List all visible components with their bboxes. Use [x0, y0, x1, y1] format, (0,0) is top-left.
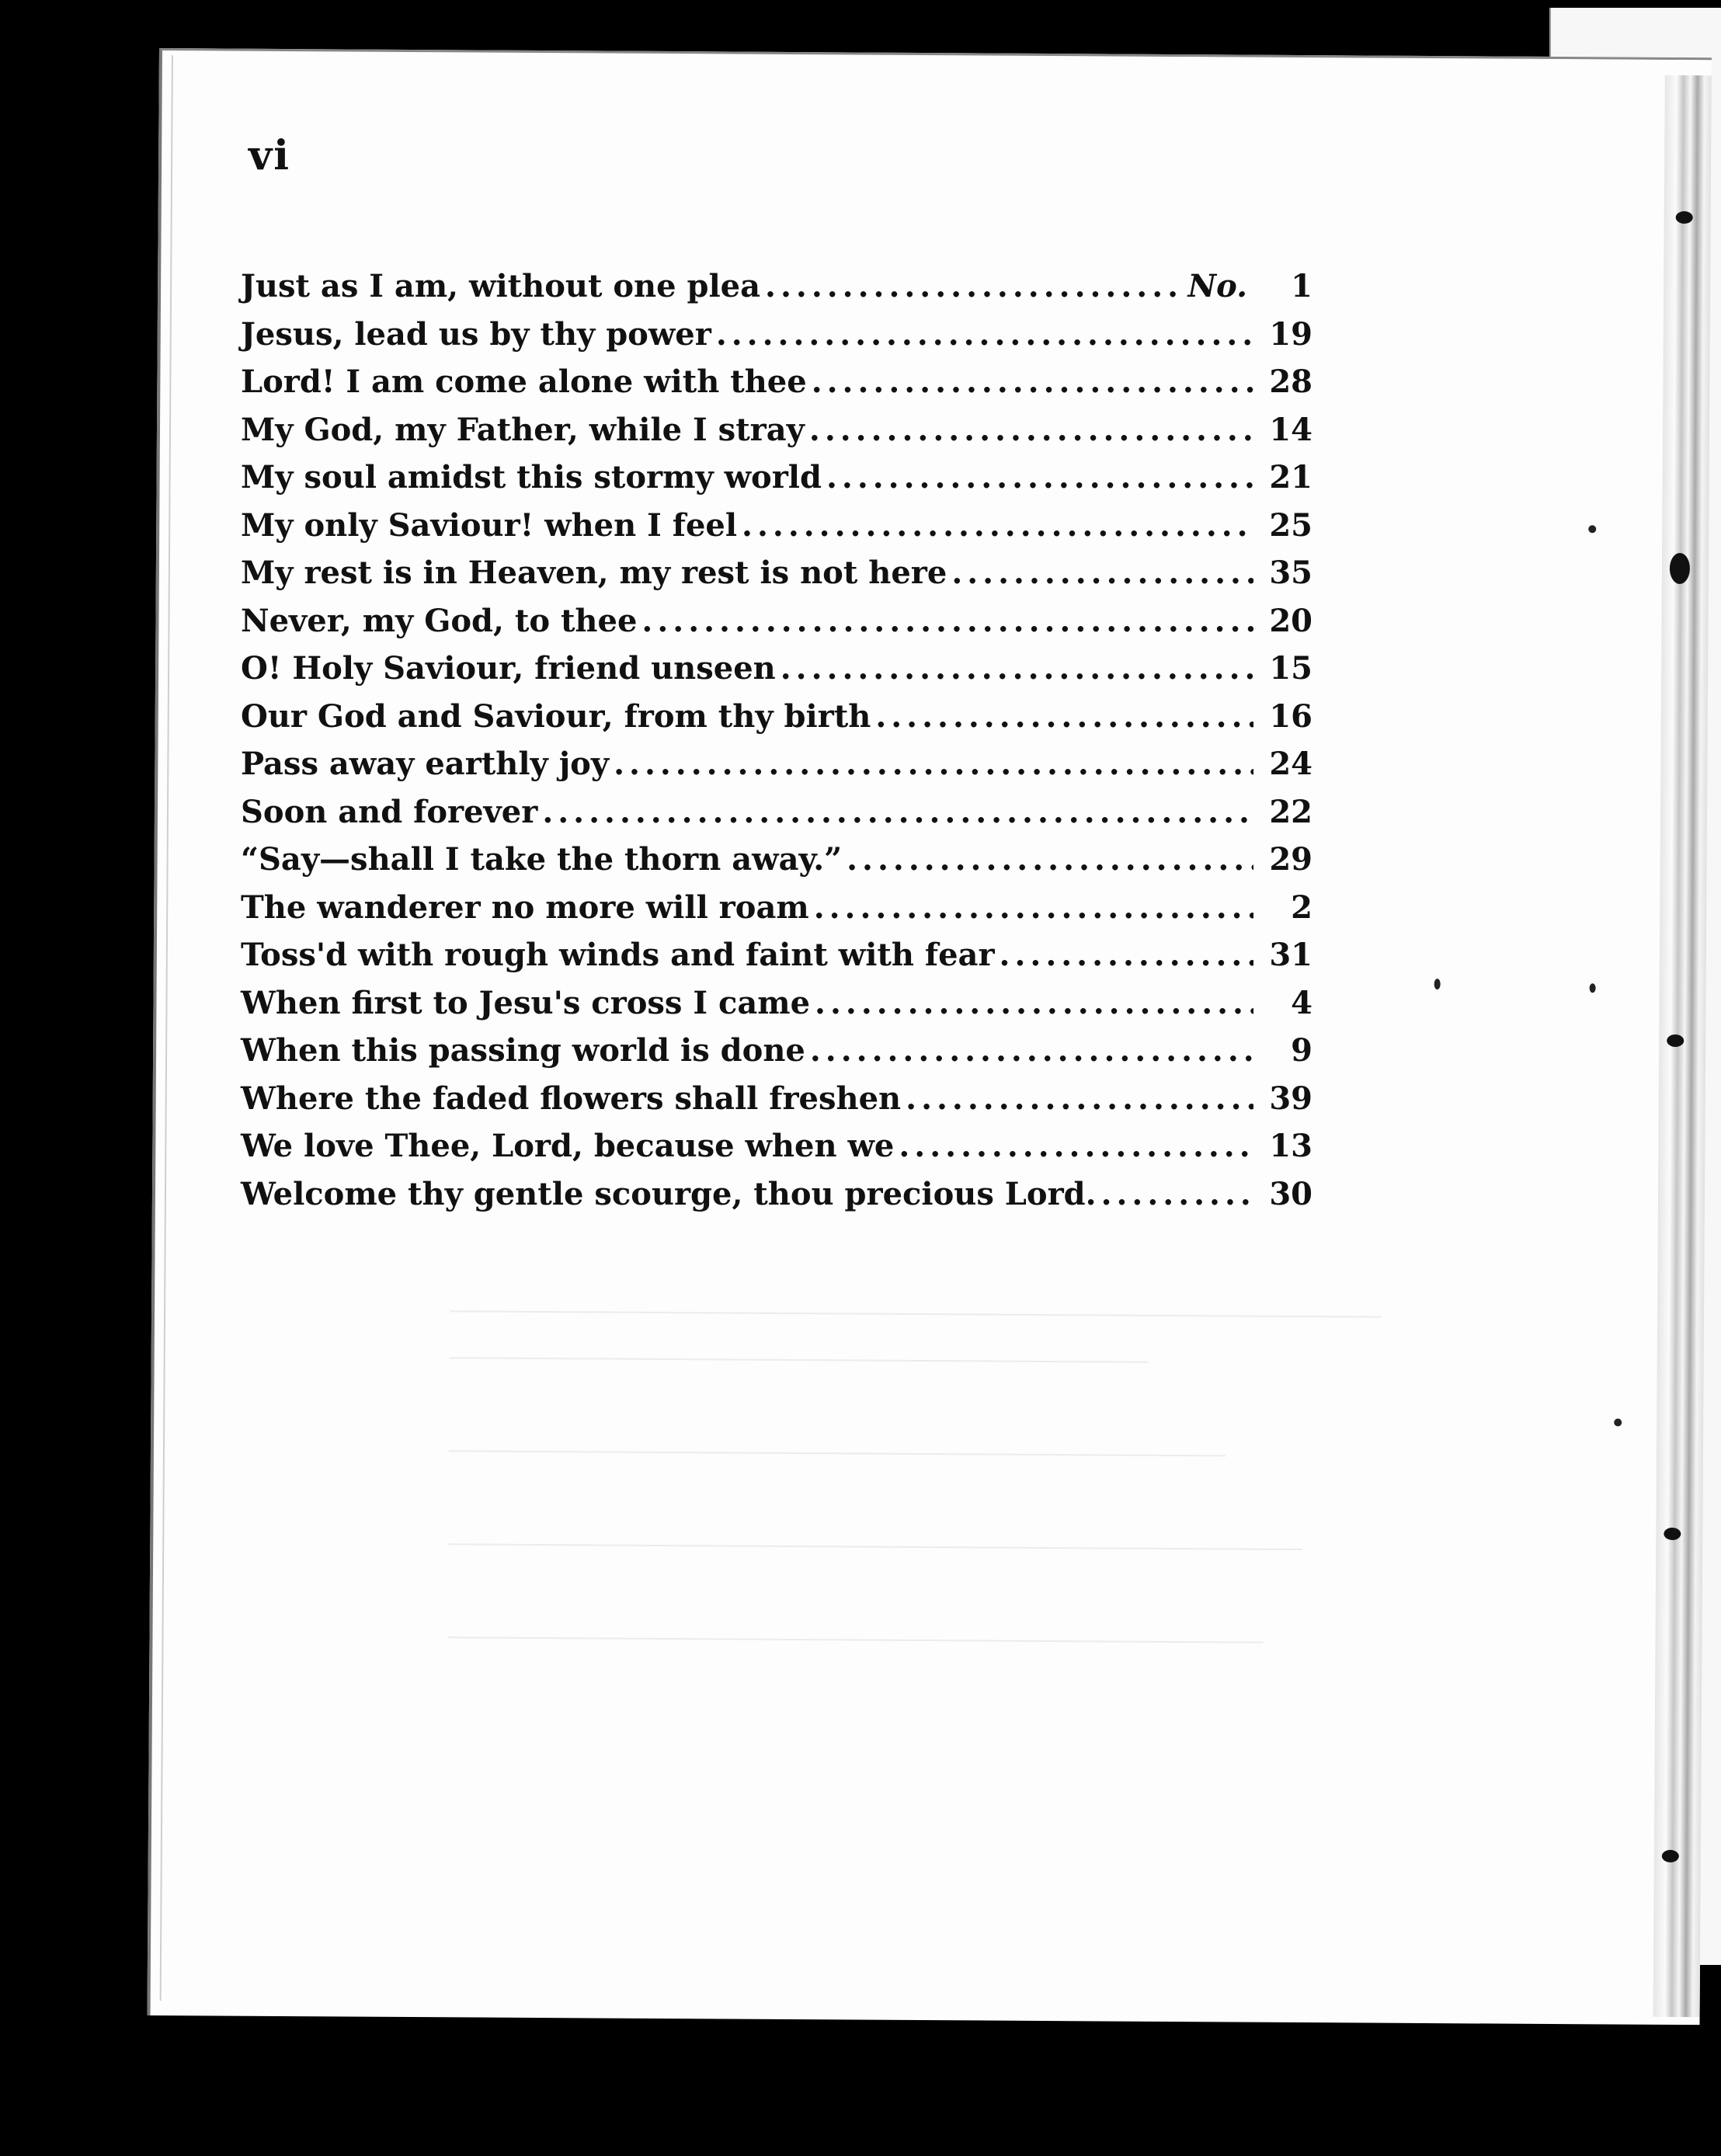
entry-title: My God, my Father, while I stray	[241, 411, 805, 448]
number-label: No.	[1187, 268, 1247, 304]
dot-leader	[899, 1128, 1253, 1164]
entry-title: Where the faded flowers shall freshen	[241, 1080, 902, 1117]
contents-entry	[241, 412, 1312, 460]
contents-entry	[241, 985, 1312, 1033]
contents-entry	[241, 794, 1312, 842]
dot-leader	[542, 794, 1253, 830]
page-edge-line	[160, 55, 173, 2001]
entry-title: Pass away earthly joy	[241, 746, 610, 782]
entry-title: My rest is in Heaven, my rest is not here	[241, 555, 947, 591]
contents-entry	[241, 316, 1312, 364]
entry-title: Jesus, lead us by thy power	[241, 315, 711, 353]
hymn-number: 20	[1269, 602, 1312, 639]
contents-entry	[241, 698, 1312, 746]
binding-stitch	[1664, 1528, 1681, 1540]
dot-leader	[614, 746, 1253, 782]
contents-entry	[241, 746, 1312, 794]
dot-leader	[1101, 1176, 1253, 1212]
entry-title: My soul amidst this stormy world	[241, 459, 822, 496]
contents-entry	[241, 1128, 1312, 1176]
hymn-number: 13	[1269, 1128, 1312, 1164]
dot-leader	[875, 698, 1253, 735]
contents-entry	[241, 268, 1312, 316]
hymn-number: 30	[1269, 1175, 1312, 1212]
entry-title: Toss'd with rough winds and faint with fear	[241, 937, 995, 973]
entry-title: The wanderer no more will roam	[241, 888, 809, 926]
hymn-number: 39	[1269, 1080, 1312, 1117]
scan-speck	[1434, 979, 1441, 989]
entry-title: Soon and forever	[241, 793, 538, 830]
binding-stitch	[1667, 1035, 1684, 1047]
contents-entry	[241, 1032, 1312, 1080]
entry-title: Welcome thy gentle scourge, thou precious Lord.	[241, 1175, 1097, 1212]
dot-leader	[810, 1032, 1253, 1069]
bleed-through-line	[448, 1636, 1264, 1643]
dot-leader	[1000, 937, 1253, 973]
contents-entry	[241, 459, 1312, 507]
dot-leader	[815, 985, 1253, 1021]
binding-stitch	[1670, 553, 1690, 584]
dot-leader	[906, 1080, 1253, 1117]
bleed-through-line	[450, 1310, 1382, 1317]
hymn-number: 35	[1269, 555, 1312, 591]
hymn-number: 2	[1291, 888, 1312, 926]
scan-speck	[1590, 983, 1596, 993]
entry-title: “Say—shall I take the thorn away.”	[241, 841, 843, 878]
contents-entry	[241, 937, 1312, 985]
dot-leader	[826, 459, 1253, 496]
contents-entry	[241, 1176, 1312, 1224]
entry-title: Our God and Saviour, from thy birth	[241, 697, 871, 735]
page-number: vi	[249, 132, 290, 179]
contents-entry	[241, 555, 1312, 603]
hymn-number: 15	[1269, 650, 1312, 687]
contents-entry	[241, 889, 1312, 937]
bleed-through-line	[450, 1357, 1149, 1362]
hymn-number: 9	[1291, 1032, 1312, 1069]
binding-stitch	[1676, 211, 1693, 224]
entry-title: O! Holy Saviour, friend unseen	[241, 650, 776, 687]
hymn-number: 31	[1269, 937, 1312, 973]
hymn-number: 1	[1291, 268, 1312, 304]
contents-entry	[241, 841, 1312, 889]
bleed-through-line	[449, 1450, 1226, 1456]
contents-entry	[241, 603, 1312, 651]
dot-leader	[716, 316, 1253, 353]
hymn-number: 21	[1269, 459, 1312, 496]
contents-entry	[241, 650, 1312, 698]
contents-entry	[241, 507, 1312, 555]
entry-title: Lord! I am come alone with thee	[241, 363, 807, 400]
hymn-number: 28	[1269, 363, 1312, 400]
dot-leader	[809, 412, 1253, 448]
entry-title: When this passing world is done	[241, 1032, 805, 1069]
dot-leader	[641, 603, 1253, 639]
dot-leader	[781, 650, 1253, 687]
dot-leader	[812, 363, 1253, 400]
hymn-number: 16	[1269, 697, 1312, 735]
entry-title: When first to Jesu's cross I came	[241, 984, 811, 1021]
hymn-number: 22	[1269, 793, 1312, 830]
dot-leader	[814, 889, 1253, 926]
hymn-number: 25	[1269, 506, 1312, 544]
table-of-contents	[241, 268, 1312, 1223]
scan-speck	[1614, 1418, 1622, 1426]
bleed-through-line	[448, 1543, 1302, 1550]
dot-leader	[765, 268, 1183, 304]
dot-leader	[847, 841, 1253, 878]
hymn-number: 4	[1291, 984, 1312, 1021]
hymn-number: 24	[1269, 746, 1312, 782]
hymn-number: 19	[1269, 315, 1312, 353]
hymn-number: 29	[1269, 841, 1312, 878]
entry-title: We love Thee, Lord, because when we	[241, 1128, 895, 1164]
dot-leader	[742, 507, 1253, 544]
scan-speck	[1588, 525, 1596, 533]
contents-entry	[241, 363, 1312, 412]
contents-entry	[241, 1080, 1312, 1128]
entry-title: Just as I am, without one plea	[241, 268, 761, 304]
dot-leader	[951, 555, 1253, 591]
hymn-number: 14	[1269, 411, 1312, 448]
entry-title: Never, my God, to thee	[241, 602, 638, 639]
binding-stitch	[1662, 1850, 1679, 1862]
entry-title: My only Saviour! when I feel	[241, 506, 738, 544]
